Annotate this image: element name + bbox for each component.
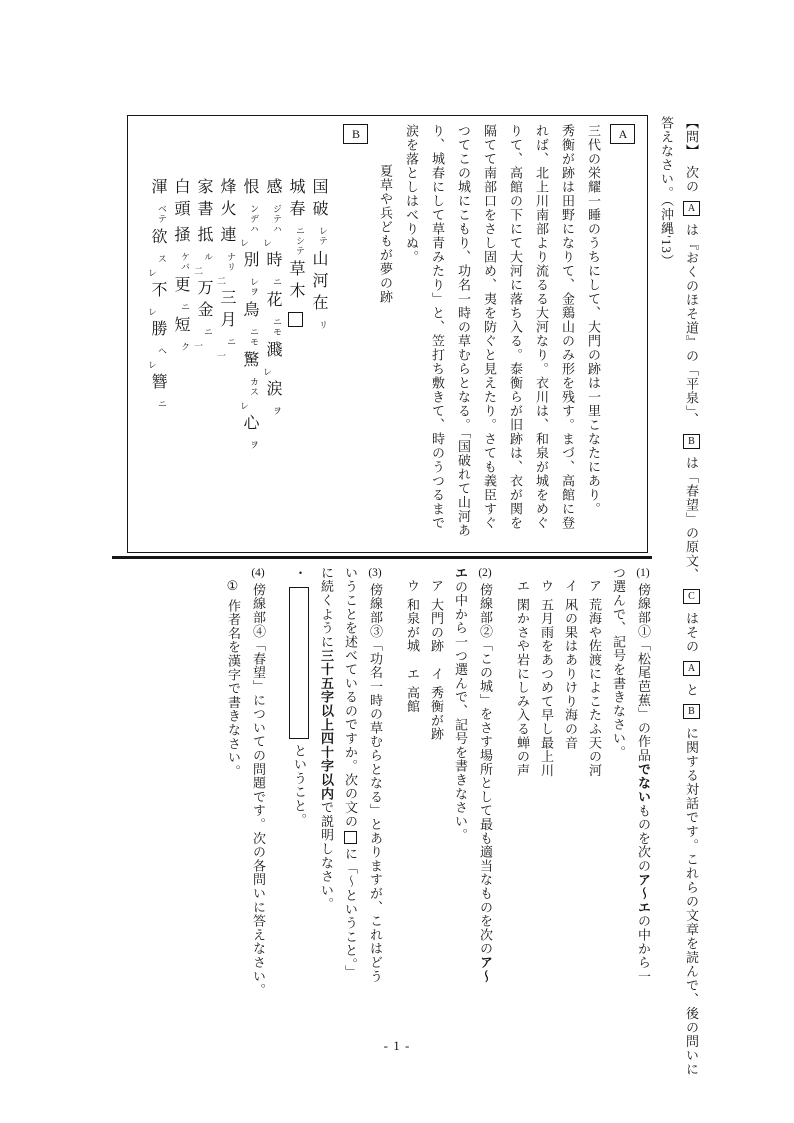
text-line: りて、高館の下にて大河に落ち入る。泰衡らが旧跡は、衣が関を — [508, 124, 523, 530]
passage-box — [127, 115, 648, 553]
section-a-text — [402, 124, 602, 544]
poem-line — [148, 124, 166, 544]
prompt-segment: は「春望」の原文、 — [684, 456, 699, 582]
poem-char: ニ — [180, 302, 190, 312]
prompt-segment: は『おくのほそ道』の「平泉」、 — [684, 223, 699, 427]
poem-char: ンデハ — [249, 204, 259, 234]
question-1 — [514, 566, 652, 1044]
haiku-line: 夏草や兵どもが夢の跡 — [378, 164, 393, 304]
poem-char: ヲ — [272, 406, 282, 416]
poem-line — [263, 124, 281, 544]
poem-line — [309, 124, 327, 544]
poem-char: レテ — [318, 226, 328, 246]
poem-char: 恨 — [241, 178, 258, 200]
prompt-line-2: 答えなさい。（沖縄'13） — [659, 116, 674, 268]
prompt-line-1 — [680, 116, 702, 1076]
text-segment: ものを次の — [636, 803, 651, 873]
poem-line — [194, 124, 212, 544]
option-text: 高館 — [405, 685, 420, 714]
poem-char: 一 — [193, 341, 203, 350]
option-text: 閑かさや岩にしみ入る蝉の声 — [515, 597, 530, 778]
question-text-line — [476, 566, 494, 1044]
option-text: 大門の跡 — [429, 597, 444, 654]
question-text — [478, 583, 493, 983]
poem-char: ニモ — [272, 317, 282, 337]
text-segment: に「～ということ。」 — [343, 847, 358, 979]
poem-char: レヲ — [249, 277, 259, 297]
poem-char: レ — [147, 307, 157, 316]
section-b-letter: B — [343, 124, 368, 144]
poem-char: 掻 — [172, 226, 189, 248]
text-segment: エ — [453, 566, 468, 580]
poem-char: ニ — [226, 337, 236, 347]
text-segment: で説明しなさい。 — [319, 800, 334, 912]
text-segment: 傍線部①「松尾芭蕉」の作品 — [636, 583, 651, 763]
text-line: 涙を落としはべりぬ。 — [404, 124, 419, 264]
option-key: ア — [429, 579, 444, 593]
prompt-segment: はその — [684, 611, 699, 654]
inline-blank-box — [344, 831, 357, 844]
text-segment: いうことを述べているのですか。次の文の — [343, 566, 358, 829]
poem-char: 家書 — [195, 178, 212, 222]
poem-char: 更 — [172, 276, 189, 298]
poem-char: 城春 — [287, 178, 304, 222]
poem-char: 白頭 — [172, 178, 189, 222]
poem-char: 二 — [193, 266, 203, 275]
poem-char: ニ — [157, 399, 167, 409]
poem-char: レ — [262, 238, 272, 247]
text-line: り、城春にして草青みたり」と、笠打ち敷きて、時のうつるまで — [430, 124, 445, 530]
poem-char: ニシテ — [295, 226, 305, 256]
text-segment: つ選んで、記号を書きなさい。 — [611, 566, 626, 760]
poem-char: 二 — [216, 276, 226, 285]
question-2 — [404, 566, 494, 1044]
option-key: エ — [405, 667, 420, 681]
poem-char: 心 — [241, 414, 258, 436]
question-number: (3) — [368, 566, 382, 578]
poem-char: 欲 — [149, 228, 166, 250]
poem-char: 烽火 — [218, 178, 235, 222]
text-line: つてこの城にこもり、功名一時の草むらとなる。「国破れて山河あ — [456, 124, 471, 538]
poem-char: 草木 — [287, 260, 304, 304]
poem-char: 連 — [218, 226, 235, 248]
answer-box — [289, 587, 309, 739]
section-a-label — [610, 124, 635, 544]
option-text: 凩の果はありけり海の音 — [563, 597, 578, 750]
question-text-line — [366, 566, 384, 1044]
poem-char: ニモ — [249, 327, 259, 347]
poem-char: ク — [180, 342, 190, 352]
poem — [148, 124, 327, 544]
option-key: イ — [429, 667, 444, 681]
prompt-segment: A — [683, 661, 700, 676]
poem-char: 渾 — [149, 178, 166, 200]
question-number: (4) — [251, 566, 265, 578]
option-item — [562, 566, 579, 1044]
prompt-segment: C — [683, 589, 700, 604]
poem-line — [171, 124, 189, 544]
text-line: 秀衡が跡は田野になりて、金鶏山のみ形を残す。まづ、高館に登 — [560, 124, 575, 530]
prompt-segment: B — [683, 434, 700, 449]
text-segment: ア～エ — [636, 872, 651, 915]
option-text: 和泉が城 — [405, 597, 420, 654]
sub-question-number: ① — [226, 579, 241, 595]
section-a-letter: A — [610, 124, 635, 144]
question-text — [343, 847, 358, 979]
text-line: れば、北上川南部より流るる大河なり。衣川は、和泉が城をめぐ — [534, 124, 549, 530]
prompt-segment: と — [684, 683, 699, 697]
question-text-line — [610, 566, 627, 1044]
poem-line — [217, 124, 235, 544]
option-column — [428, 566, 445, 1044]
poem-char: ニ — [272, 277, 282, 287]
poem-char: レ — [239, 401, 249, 410]
prompt-segment: A — [683, 201, 700, 216]
poem-char: 別 — [241, 251, 258, 273]
poem-char: 涙 — [264, 380, 281, 402]
poem-char — [288, 312, 303, 327]
text-segment: の中から一 — [636, 914, 651, 984]
option-key: ア — [587, 579, 602, 593]
text-line: 三代の栄耀一睡のうちにして、大門の跡は一里こなたにあり。 — [586, 124, 601, 516]
option-key: ウ — [539, 579, 554, 593]
poem-char: 時 — [264, 251, 281, 273]
question-3 — [287, 566, 384, 1044]
poem-char: ベテ — [157, 204, 167, 224]
question-text-line — [249, 566, 267, 1044]
text-segment: でない — [636, 762, 651, 804]
option-column — [404, 566, 421, 1044]
poem-char: 驚 — [241, 351, 258, 373]
option-key: イ — [563, 579, 578, 593]
text-segment: 傍線部②「この城」をさす場所として最も適当なものを次の — [478, 583, 493, 956]
poem-char: レ — [262, 367, 272, 376]
option-list — [514, 566, 603, 1044]
poem-char: 簪 — [149, 373, 166, 395]
poem-char: レ — [147, 268, 157, 277]
option-item — [514, 566, 531, 1044]
divider-rule — [112, 556, 652, 559]
sub-question-text: 作者名を漢字で書きなさい。 — [226, 598, 241, 779]
question-text-line — [634, 566, 652, 1044]
option-text: 秀衡が跡 — [429, 685, 444, 742]
poem-line — [240, 124, 258, 544]
option-text: 荒海や佐渡によこたふ天の河 — [587, 597, 602, 778]
question-text — [368, 583, 383, 983]
text-segment: 傍線部④「春望」についての問題です。次の各問いに答えなさい。 — [251, 583, 266, 997]
poem-char: 三月 — [218, 289, 235, 333]
poem-char: 感 — [264, 178, 281, 200]
answer-line — [287, 566, 311, 1044]
answer-suffix: ということ。 — [292, 743, 307, 827]
section-b-label — [343, 124, 368, 544]
poem-char: ヘ — [157, 346, 167, 356]
text-segment: 傍線部③「功名一時の草むらとなる」とありますが、これはどう — [368, 583, 383, 984]
poem-char: 鳥 — [241, 301, 258, 323]
question-number: (2) — [478, 566, 492, 578]
poem-char: 抵 — [195, 226, 212, 248]
poem-char: 万金 — [195, 279, 212, 323]
poem-char: ル — [203, 252, 213, 262]
text-segment: 三十五字以上四十字以内 — [319, 648, 334, 801]
poem-line — [286, 124, 304, 544]
poem-char: 勝 — [149, 320, 166, 342]
poem-char: ヲ — [249, 440, 259, 450]
text-segment: に続くように — [319, 566, 334, 649]
question-text — [343, 566, 358, 828]
poem-char: 短 — [172, 316, 189, 338]
option-key: エ — [515, 579, 530, 593]
poem-char: カス — [249, 377, 259, 397]
question-4 — [225, 566, 267, 1044]
prompt-segment: B — [683, 704, 700, 719]
poem-char: ス — [157, 254, 167, 264]
option-key: ウ — [405, 579, 420, 593]
page-number: - 1 - — [383, 1038, 411, 1053]
prompt — [652, 116, 702, 1076]
question-text — [636, 583, 651, 983]
question-number: (1) — [636, 566, 650, 578]
poem-char: 濺 — [264, 341, 281, 363]
answer-bullet: ・ — [292, 566, 307, 580]
prompt-segment: に関する対話です。これらの文章を読んで、後の問いに — [684, 726, 699, 1077]
poem-char: リ — [318, 320, 328, 330]
questions — [104, 566, 652, 1044]
poem-char: 花 — [264, 291, 281, 313]
poem-char: 山河在 — [310, 250, 327, 316]
question-text-line — [342, 566, 359, 1044]
question-text — [251, 583, 266, 997]
option-item — [586, 566, 603, 1044]
poem-char: ケバ — [180, 252, 190, 272]
text-segment: の中から一つ選んで、記号を書きなさい。 — [453, 579, 468, 843]
option-item — [538, 566, 555, 1044]
question-text-line — [318, 566, 335, 1044]
prompt-segment: 【問】 次の — [684, 116, 699, 194]
poem-char: 不 — [149, 281, 166, 303]
sub-question-line — [225, 566, 242, 1044]
poem-char: 一 — [216, 351, 226, 360]
text-segment: ア～ — [478, 955, 493, 984]
poem-char: レ — [147, 360, 157, 369]
option-text: 五月雨をあつめて早し最上川 — [539, 597, 554, 778]
question-text-line — [452, 566, 469, 1044]
poem-char: ジテハ — [272, 204, 282, 234]
text-line: 隔てて南部口をさし固め、夷を防ぐと見えたり。さても義臣すぐ — [482, 124, 497, 530]
poem-char: ナリ — [226, 252, 236, 272]
poem-char: レ — [239, 238, 249, 247]
poem-char: ニ — [203, 327, 213, 337]
poem-char: 国破 — [310, 178, 327, 222]
